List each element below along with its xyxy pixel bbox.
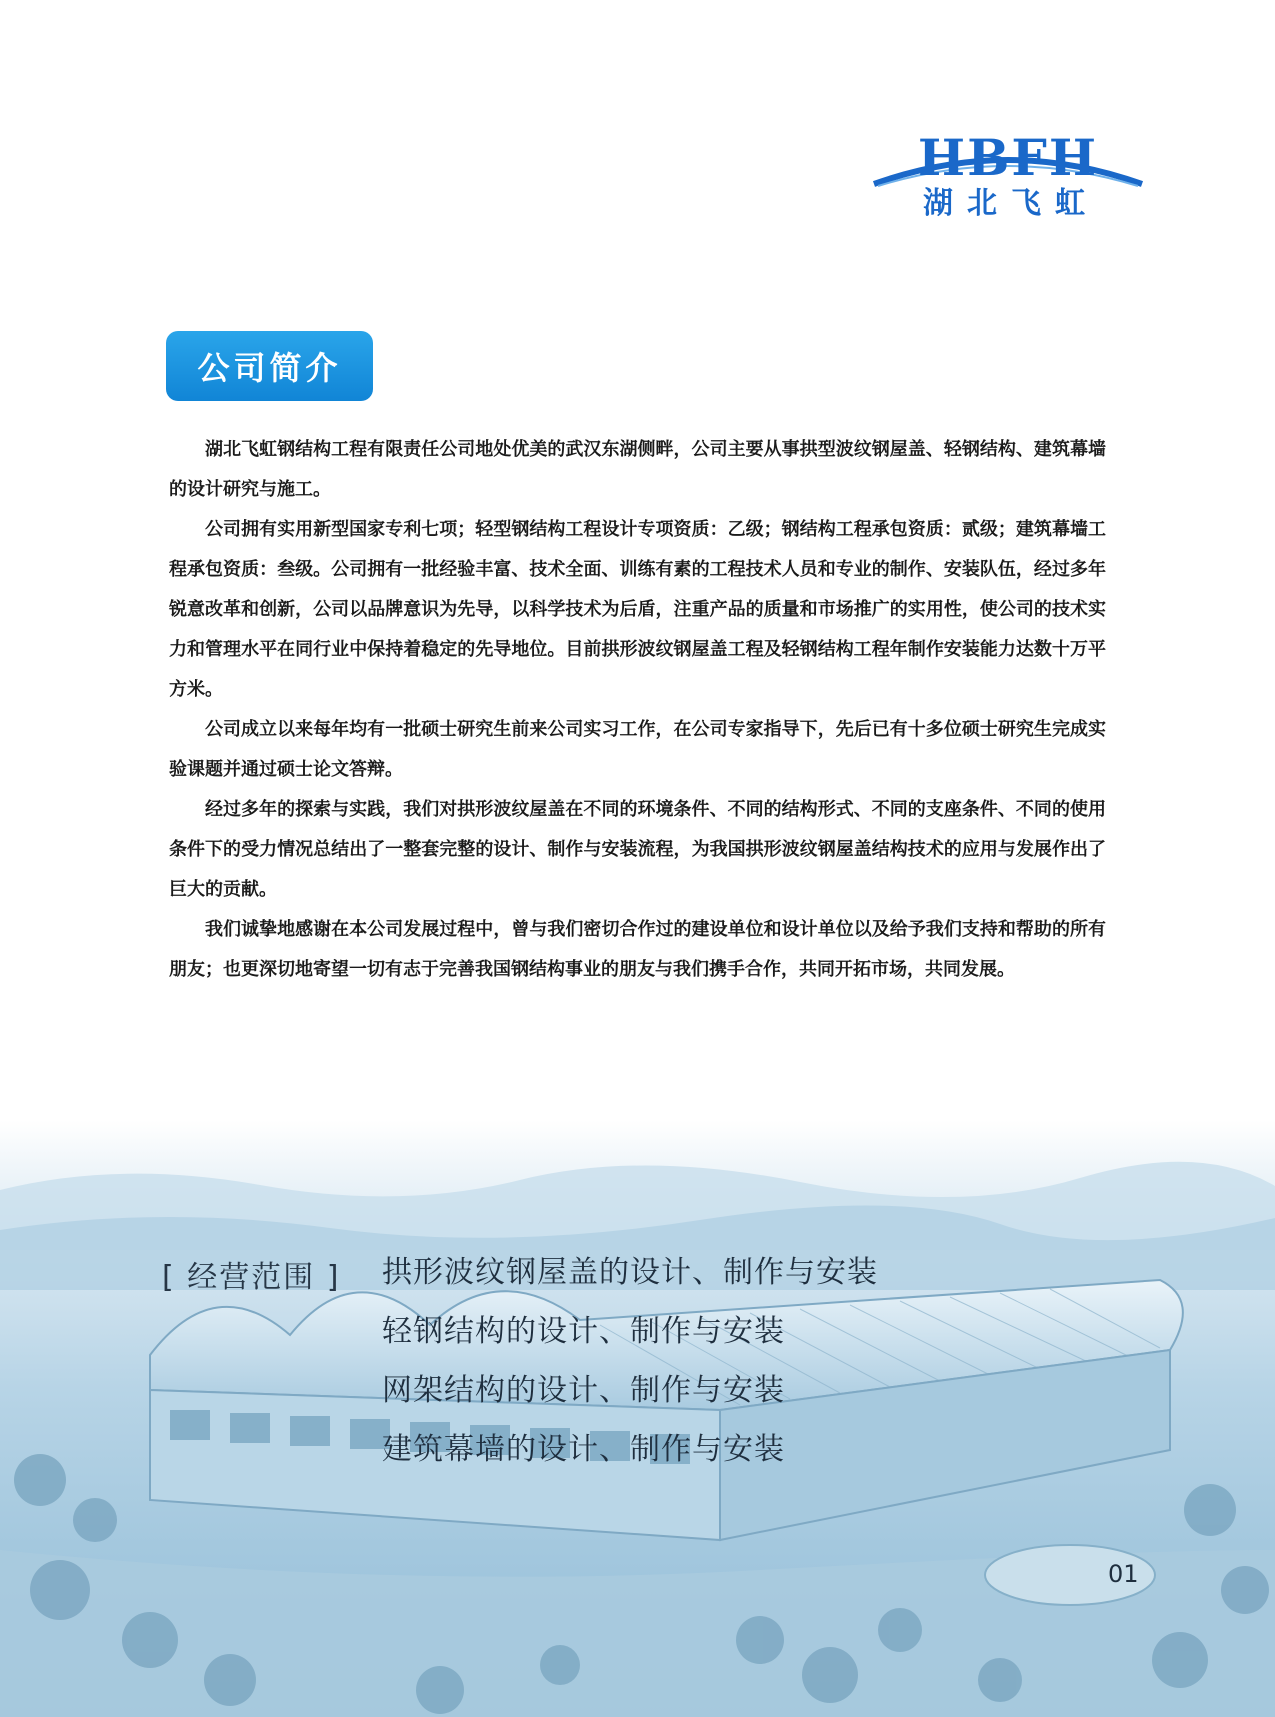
logo-chinese-name: 湖北飞虹 <box>923 186 1099 221</box>
business-scope-list <box>382 1253 878 1489</box>
intro-paragraph: 湖北飞虹钢结构工程有限责任公司地处优美的武汉东湖侧畔，公司主要从事拱型波纹钢屋盖、轻钢结构、建筑幕墙的设计研究与施工。 <box>169 439 1106 500</box>
scope-item: 拱形波纹钢屋盖的设计、制作与安装 <box>382 1255 878 1290</box>
section-title: 公司简介 <box>166 331 373 401</box>
page-number: 01 <box>1108 1560 1139 1588</box>
intro-paragraph: 公司拥有实用新型国家专利七项；轻型钢结构工程设计专项资质：乙级；钢结构工程承包资质：贰级；建筑幕墙工程承包资质：叁级。公司拥有一批经验丰富、技术全面、训练有素的工程技术人员和专业的制作、安装队伍，经过多年锐意改革和创新，公司以品牌意识为先导，以科学技术为后盾，注重产品的质量和市场推广的实用性，使公司的技术实力和管理水平在同行业中保持着稳定的先导地位。目前拱形波纹钢屋盖工程及轻钢结构工程年制作安装能力达数十万平方米。 <box>169 519 1106 700</box>
scope-item: 轻钢结构的设计、制作与安装 <box>382 1314 785 1349</box>
intro-paragraph: 经过多年的探索与实践，我们对拱形波纹屋盖在不同的环境条件、不同的结构形式、不同的支座条件、不同的使用条件下的受力情况总结出了一整套完整的设计、制作与安装流程，为我国拱形波纹钢屋盖结构技术的应用与发展作出了巨大的贡献。 <box>169 799 1106 900</box>
intro-paragraph: 公司成立以来每年均有一批硕士研究生前来公司实习工作，在公司专家指导下，先后已有十多位硕士研究生完成实验课题并通过硕士论文答辩。 <box>169 719 1106 780</box>
company-intro <box>169 430 1106 990</box>
business-scope-label: [ 经营范围 ] <box>162 1260 341 1295</box>
scope-item: 建筑幕墙的设计、制作与安装 <box>382 1432 785 1467</box>
scope-item: 网架结构的设计、制作与安装 <box>382 1373 785 1408</box>
company-logo <box>868 128 1148 223</box>
logo-letters: HBFH <box>917 128 1099 187</box>
intro-paragraph: 我们诚挚地感谢在本公司发展过程中，曾与我们密切合作过的建设单位和设计单位以及给予我们支持和帮助的所有朋友；也更深切地寄望一切有志于完善我国钢结构事业的朋友与我们携手合作，共同开拓市场，共同发展。 <box>169 919 1106 980</box>
